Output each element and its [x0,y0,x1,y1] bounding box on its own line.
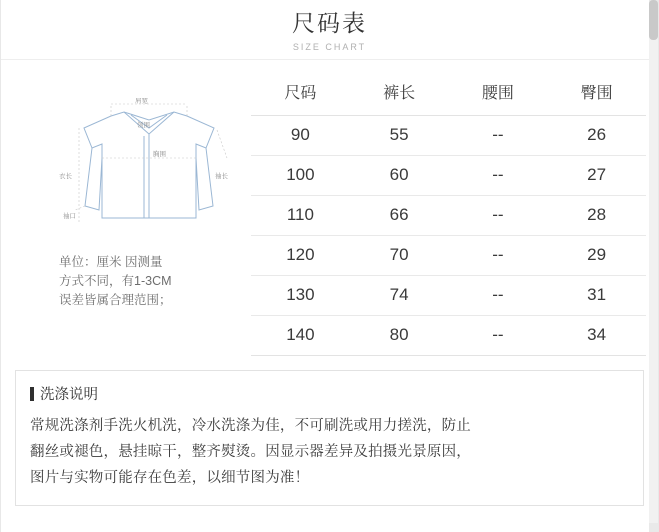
size-table-column [251,70,658,356]
table-header-row [251,70,646,116]
label-collar: 领围 [137,122,150,129]
column-header: 尺码 [251,70,350,116]
table-row [251,276,646,316]
cell-size: 130 [251,276,350,316]
table-row [251,236,646,276]
cell-pant-length: 60 [350,156,449,196]
care-line: 图片与实物可能存在色差，以细节图为准！ [30,470,310,486]
care-title-text: 洗涤说明 [40,387,98,403]
cell-hip: 27 [547,156,646,196]
care-title [30,383,629,404]
column-header: 裤长 [350,70,449,116]
scroll-down-arrow-icon[interactable] [649,523,658,532]
column-header: 臀围 [547,70,646,116]
label-chest: 胸围 [153,151,166,158]
care-body [30,413,629,491]
cell-pant-length: 70 [350,236,449,276]
cell-pant-length: 80 [350,316,449,356]
cell-waist: -- [449,116,548,156]
scrollbar-thumb[interactable] [649,0,658,40]
cell-pant-length: 74 [350,276,449,316]
measure-note-line: 误差皆属合理范围； [59,293,172,307]
label-shoulder: 肩宽 [135,98,148,105]
cell-waist: -- [449,156,548,196]
care-instructions-box [15,370,644,506]
label-length: 衣长 [59,173,72,180]
care-line: 常规洗涤剂手洗火机洗，冷水洗涤为佳，不可刷洗或用力搓洗，防止 [30,418,471,434]
cell-pant-length: 66 [350,196,449,236]
cell-size: 120 [251,236,350,276]
care-line: 翻丝或褪色，悬挂晾干，整齐熨烫。因显示器差异及拍摄光景原因， [30,444,471,460]
garment-diagram [49,98,249,243]
cell-size: 90 [251,116,350,156]
accent-bar-icon [30,387,34,401]
size-table-body [251,116,646,356]
page-scrollbar[interactable] [649,0,658,532]
table-row [251,316,646,356]
measure-note [59,253,251,310]
shirt-outline-icon [49,98,249,243]
cell-size: 110 [251,196,350,236]
cell-hip: 34 [547,316,646,356]
page-header [1,0,658,60]
page-subtitle: SIZE CHART [292,42,367,52]
main-content [1,60,658,356]
cell-size: 140 [251,316,350,356]
cell-waist: -- [449,316,548,356]
cell-waist: -- [449,236,548,276]
label-sleeve: 袖长 [215,173,228,180]
table-row [251,116,646,156]
table-row [251,196,646,236]
label-cuff: 袖口 [63,213,76,220]
cell-size: 100 [251,156,350,196]
measure-note-line: 单位：厘米 因测量 [59,255,163,269]
page-title: 尺码表 [292,10,367,36]
size-table-head [251,70,646,116]
column-header: 腰围 [449,70,548,116]
cell-hip: 28 [547,196,646,236]
cell-waist: -- [449,196,548,236]
diagram-column [1,70,251,310]
cell-hip: 31 [547,276,646,316]
cell-hip: 26 [547,116,646,156]
cell-waist: -- [449,276,548,316]
cell-hip: 29 [547,236,646,276]
measure-note-line: 方式不同，有1-3CM [59,274,172,288]
cell-pant-length: 55 [350,116,449,156]
table-row [251,156,646,196]
size-table [251,70,646,356]
